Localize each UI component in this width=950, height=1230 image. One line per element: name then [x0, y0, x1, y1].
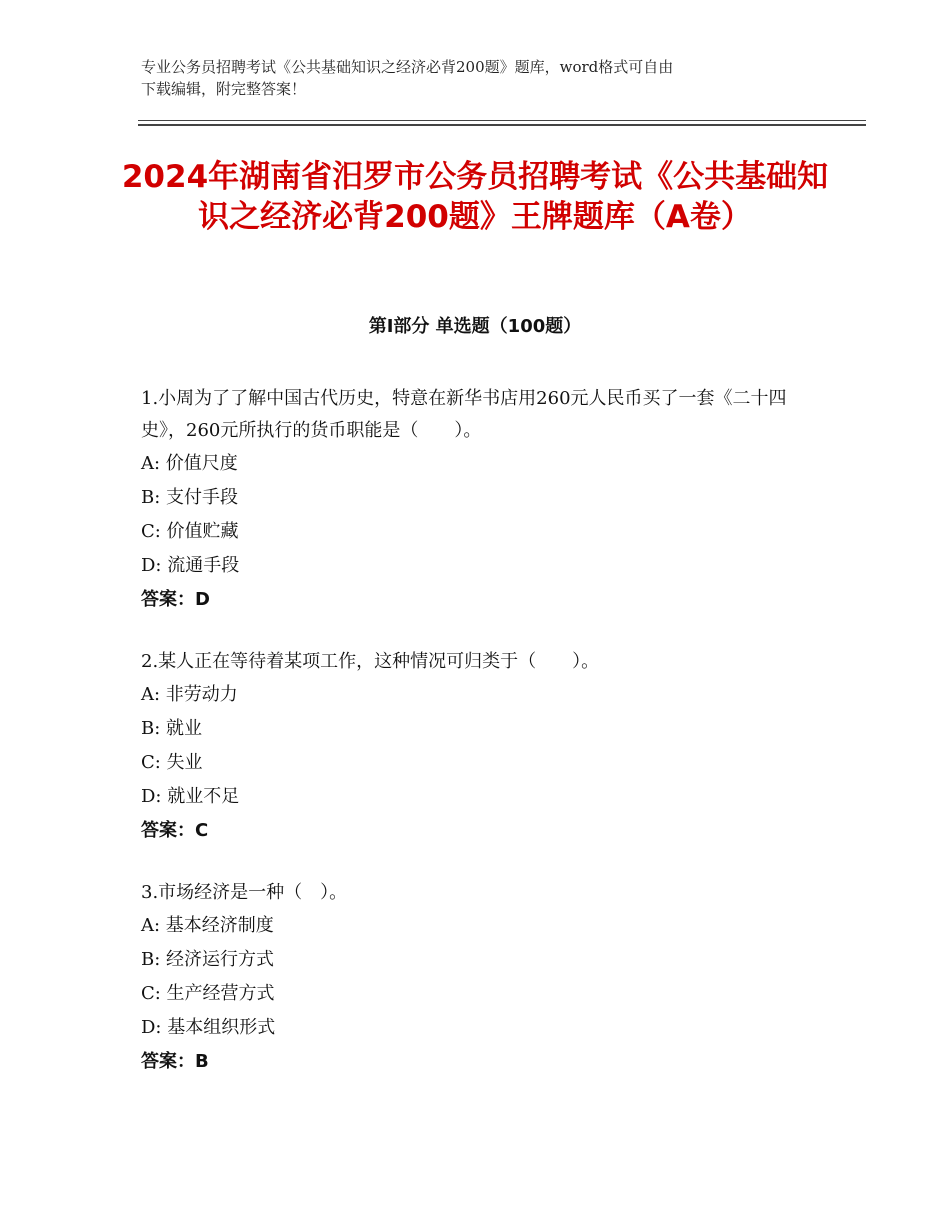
answer-label: 答案： — [141, 820, 195, 841]
option-b: B: 支付手段 — [141, 487, 239, 508]
document-title: 2024年湖南省汨罗市公务员招聘考试《公共基础知识之经济必背200题》王牌题库（A卷） — [121, 159, 829, 235]
question-stem: 1.小周为了了解中国古代历史，特意在新华书店用260元人民币买了一套《二十四史》，260元所执行的货币职能是（ ）。 — [141, 388, 787, 441]
option-d: D: 就业不足 — [141, 786, 240, 807]
question-stem: 3.市场经济是一种（ ）。 — [141, 882, 348, 903]
option-c: C: 失业 — [141, 752, 203, 773]
question-2 — [141, 646, 821, 848]
answer-value: C — [195, 820, 209, 841]
option-a: A: 非劳动力 — [141, 684, 238, 705]
answer-line — [141, 814, 821, 848]
option-a: A: 价值尺度 — [141, 453, 238, 474]
header-divider-thin — [138, 120, 866, 121]
section-heading: 第I部分 单选题（100题） — [368, 316, 582, 337]
answer-label: 答案： — [141, 1051, 195, 1072]
answer-value: D — [195, 589, 210, 610]
option-d: D: 流通手段 — [141, 555, 240, 576]
answer-line — [141, 1045, 821, 1079]
answer-label: 答案： — [141, 589, 195, 610]
question-3 — [141, 877, 821, 1079]
header-note: 专业公务员招聘考试《公共基础知识之经济必背200题》题库，word格式可自由 下载编辑，附完整答案！ — [141, 58, 674, 98]
option-c: C: 价值贮藏 — [141, 521, 239, 542]
answer-value: B — [195, 1051, 209, 1072]
option-c: C: 生产经营方式 — [141, 983, 275, 1004]
question-1 — [141, 383, 821, 617]
option-b: B: 就业 — [141, 718, 203, 739]
answer-line — [141, 583, 821, 617]
question-stem: 2.某人正在等待着某项工作，这种情况可归类于（ ）。 — [141, 651, 600, 672]
option-d: D: 基本组织形式 — [141, 1017, 276, 1038]
header-divider-thick — [138, 124, 866, 126]
option-a: A: 基本经济制度 — [141, 915, 274, 936]
option-b: B: 经济运行方式 — [141, 949, 275, 970]
question-list — [141, 383, 821, 1108]
